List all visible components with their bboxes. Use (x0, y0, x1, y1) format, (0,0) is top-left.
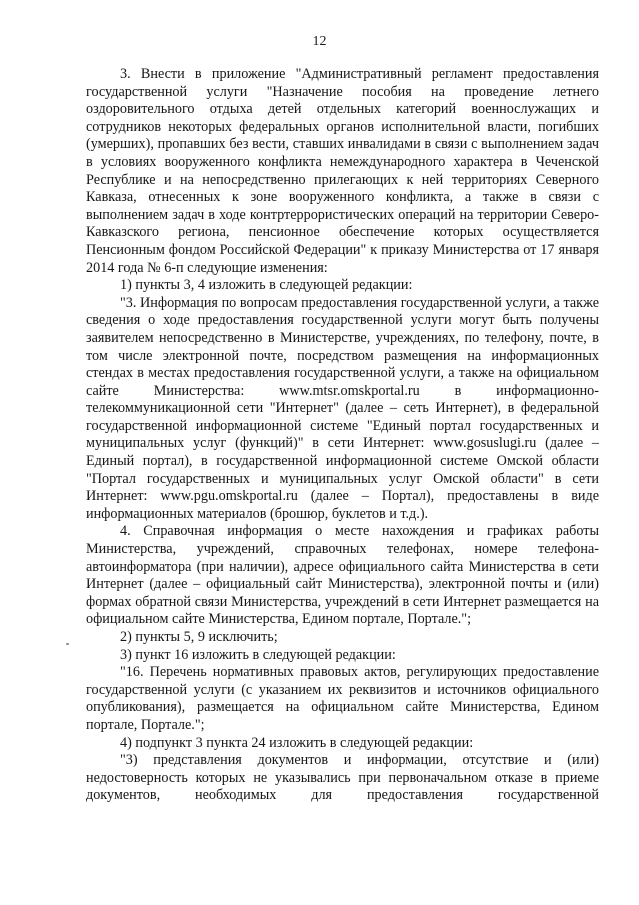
paragraph-subitem-4: 4) подпункт 3 пункта 24 изложить в следующей редакции: (120, 734, 474, 751)
paragraph-subclause-3-text: "3) представления документов и информации, отсутствие и (или) недостоверность которых не указывались при первоначальном отказе в приеме документов, необходимых для предоставления государственной (86, 752, 599, 804)
paragraph-subitem-3: 3) пункт 16 изложить в следующей редакции: (120, 646, 396, 663)
document-body (86, 66, 599, 805)
paragraph-item-3: 3. Внести в приложение "Административный регламент предоставления государственной услуги "Назначение пособия на проведение летнего оздоровительного отдыха детей отдельных категорий военнослужащих и сотрудников некоторых федеральных органов исполнительной власти, погибших (умерших), пропавших без вести, ставших инвалидами в связи с выполнением задач в условиях вооруженного конфликта немеждународного характера в Чеченской Республике и на непосредственно прилегающих к ней территориях Северного Кавказа, отнесенных к зоне вооруженного конфликта, а также в связи с выполнением задач в ходе контртеррористических операций на территории Северо-Кавказского региона, пенсионное обеспечение которых осуществляется Пенсионным фондом Российской Федерации" к приказу Министерства от 17 января 2014 года № 6-п следующие изменения: (86, 66, 599, 276)
paragraph-clause-3-text: "3. Информация по вопросам предоставления государственной услуги, а также сведения о ходе предоставления государственной услуги могут быть получены заявителем непосредственно в Министерстве, учреждениях, по телефону, почте, в том числе электронной почте, посредством размещения на информационных стендах в местах предоставления государственной услуги, а также на официальном сайте Министерства: www.mtsr.omskportal.ru в информационно-телекоммуникационной сети "Интернет" (далее – сеть Интернет), в федеральной государственной информационной системе "Единый портал государственных и муниципальных услуг (функций)" в сети Интернет: www.gosuslugi.ru (далее – Единый портал), в государственной информационной системе Омской области "Портал государственных и муниципальных услуг Омской области" в сети Интернет: www.pgu.omskportal.ru (далее – Портал), предоставлены в виде информационных материалов (брошюр, буклетов и т.д.). (86, 294, 599, 522)
page-number: 12 (312, 34, 327, 49)
paragraph-clause-16-text: "16. Перечень нормативных правовых актов, регулирующих предоставление государственной услуги (с указанием их реквизитов и источников официального опубликования), размещается на официальном сайте Министерства, Едином портале, Портале."; (86, 664, 599, 733)
scan-artifact (66, 643, 69, 645)
paragraph-clause-4-text: 4. Справочная информация о месте нахождения и графиках работы Министерства, учреждений, справочных телефонах, номере телефона-автоинформатора (при наличии), адресе официального сайта Министерства в сети Интернет (далее – официальный сайт Министерства), электронной почты и (или) формах обратной связи Министерства, учреждений в сети Интернет размещается на официальном сайте Министерства, Едином портале, Портале."; (86, 523, 599, 628)
paragraph-subitem-2: 2) пункты 5, 9 исключить; (120, 629, 278, 645)
paragraph-subitem-1: 1) пункты 3, 4 изложить в следующей редакции: (120, 277, 413, 294)
